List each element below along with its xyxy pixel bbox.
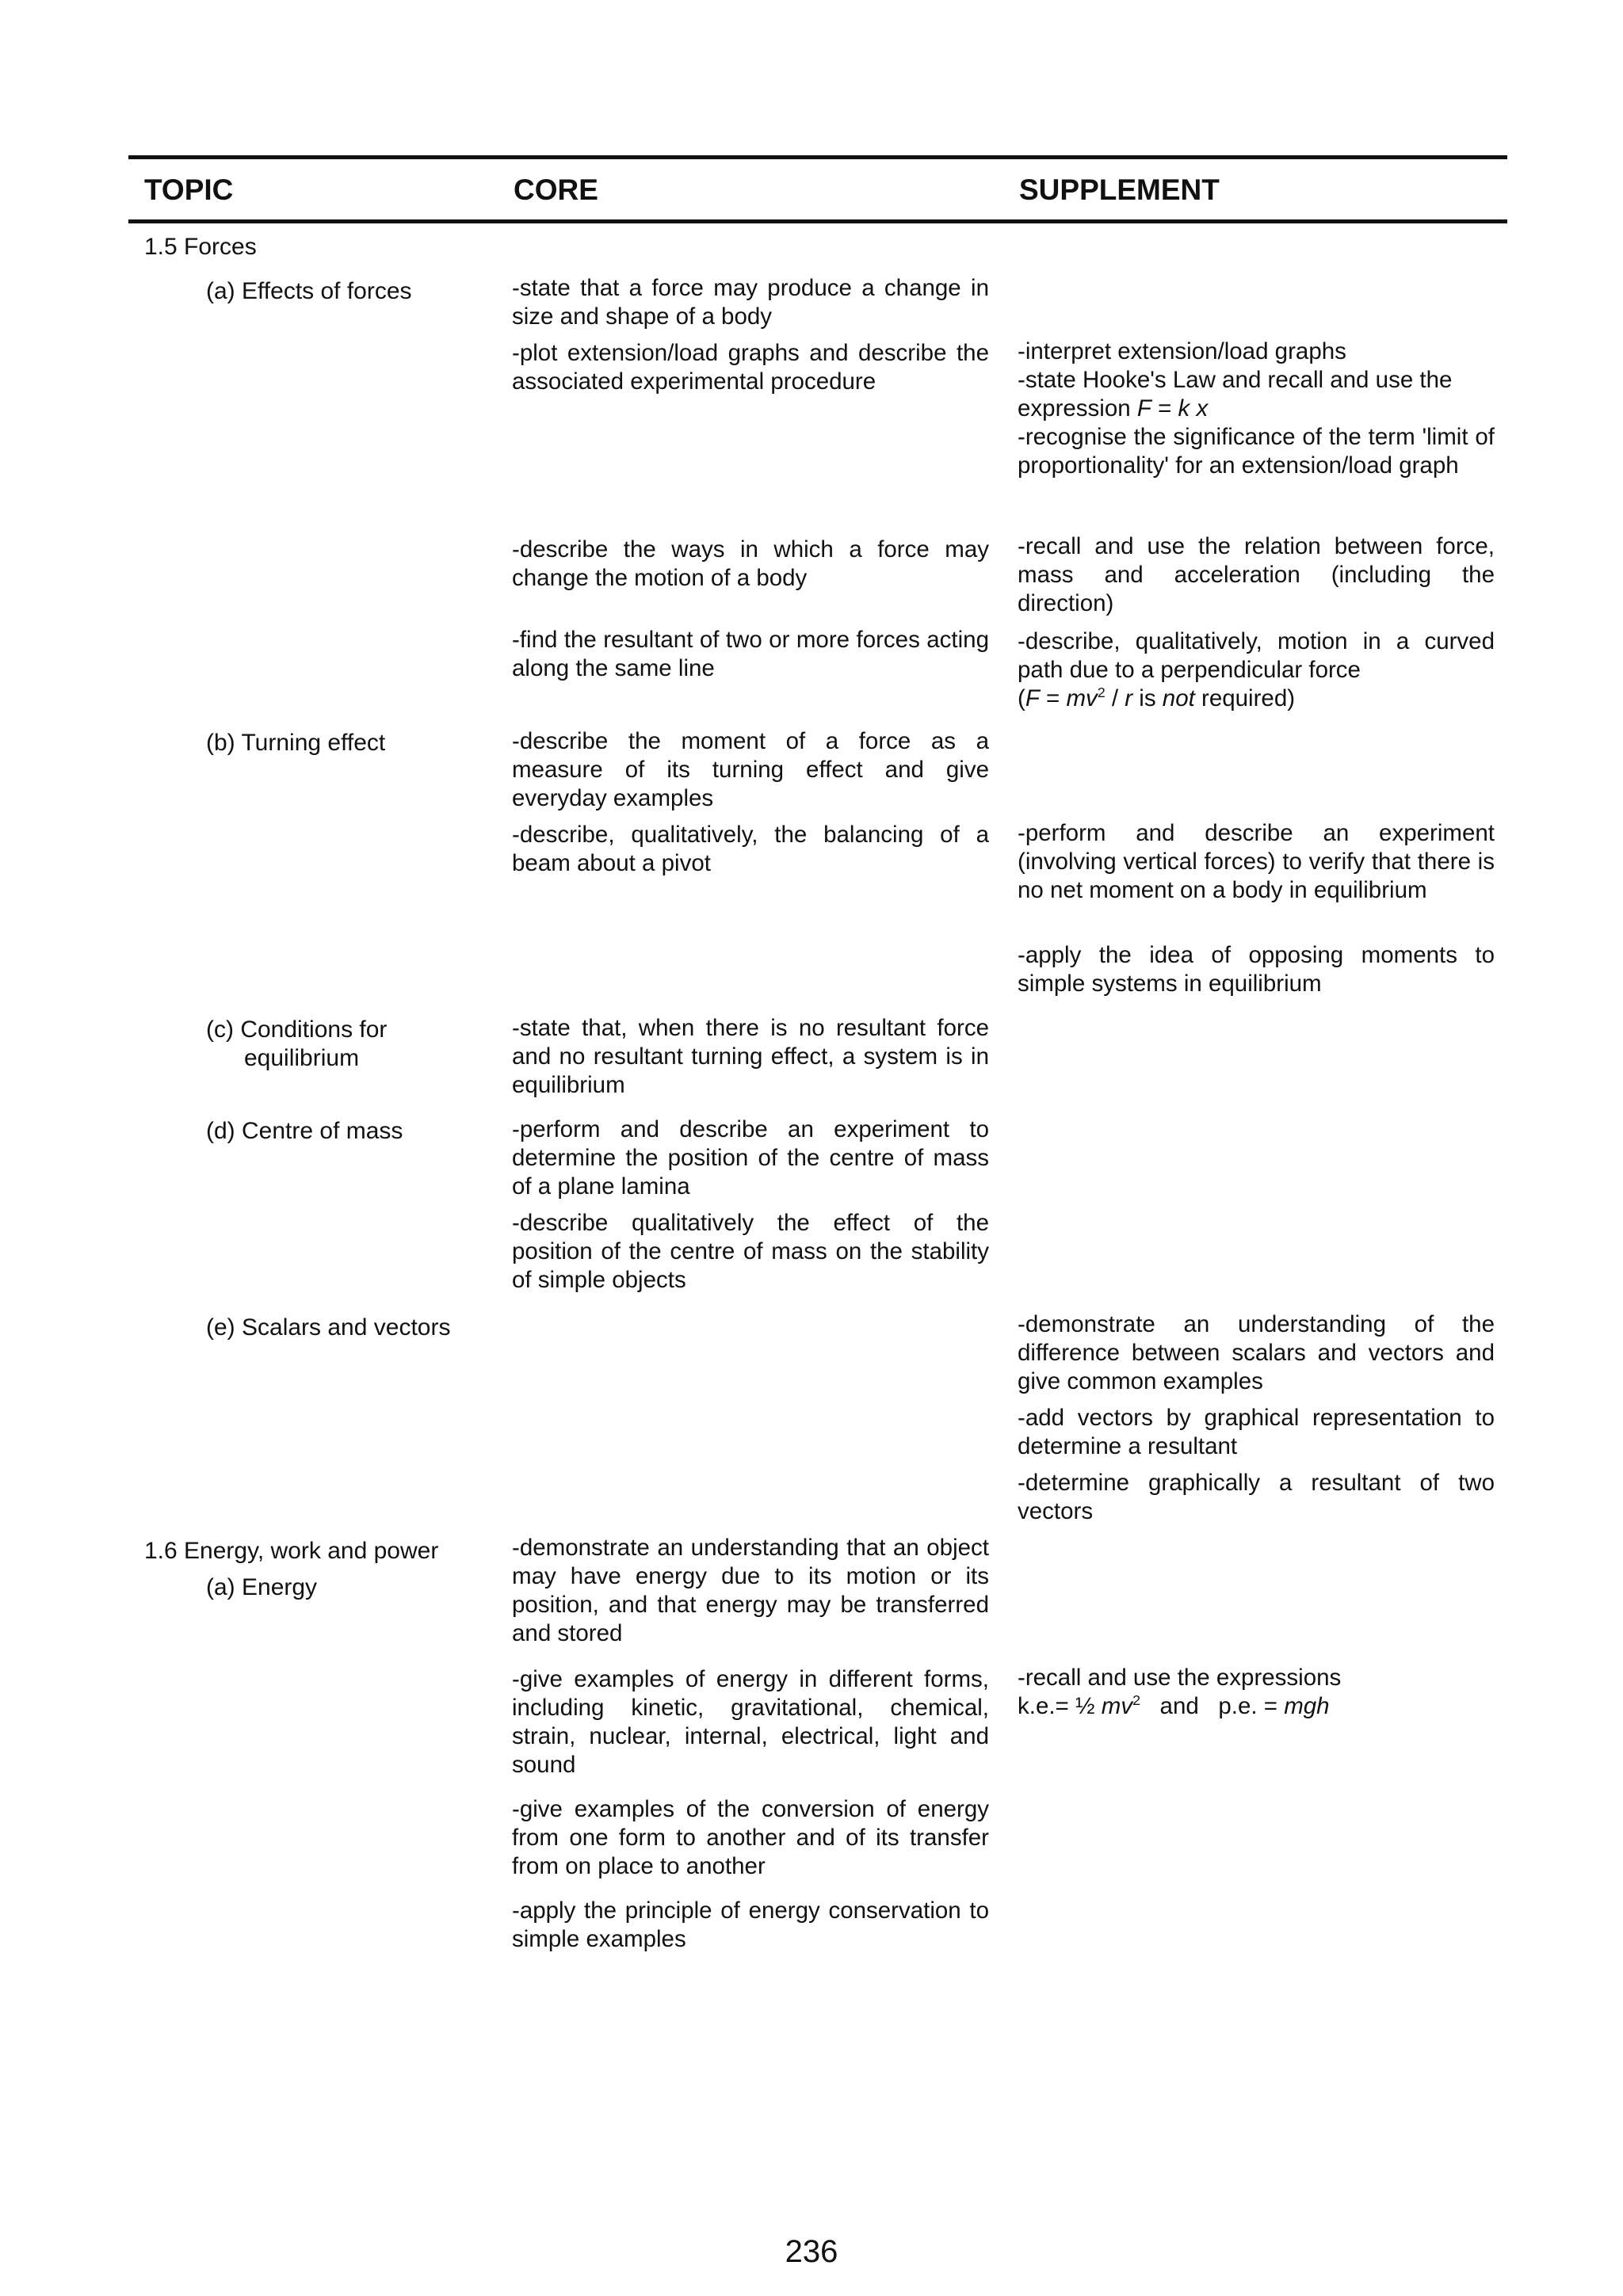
core-item: -perform and describe an experiment to determine the position of the centre of mass of a plane lamina bbox=[512, 1116, 989, 1199]
supplement-line: -recall and use the expressions bbox=[1018, 1665, 1342, 1691]
core-item: -plot extension/load graphs and describe the associated experimental procedure bbox=[512, 340, 989, 395]
supplement-item: -recall and use the relation between force, mass and acceleration (including the direction) bbox=[1018, 533, 1495, 616]
supplement-item-hookes-law bbox=[1018, 338, 1495, 480]
topic-turning-effect: (b) Turning effect bbox=[206, 730, 386, 756]
topic-forces: 1.5 Forces bbox=[144, 234, 257, 260]
core-item: -apply the principle of energy conservation to simple examples bbox=[512, 1897, 989, 1952]
supplement-item-energy-expressions bbox=[1018, 1664, 1495, 1721]
core-item: -give examples of the conversion of energy from one form to another and of its transfer from on place to another bbox=[512, 1796, 989, 1879]
supplement-item-curved-path bbox=[1018, 627, 1495, 713]
supplement-line: -recognise the significance of the term 'limit of proportionality' for an extension/load graph bbox=[1018, 424, 1495, 479]
table-header-rule bbox=[128, 219, 1507, 223]
supplement-item: -perform and describe an experiment (involving vertical forces) to verify that there is no net moment on a body in equilibrium bbox=[1018, 820, 1495, 903]
core-item: -state that a force may produce a change in size and shape of a body bbox=[512, 275, 989, 330]
supplement-line: expression F = k x bbox=[1018, 395, 1209, 421]
supplement-line: -interpret extension/load graphs bbox=[1018, 338, 1346, 364]
supplement-item: -demonstrate an understanding of the difference between scalars and vectors and give common examples bbox=[1018, 1311, 1495, 1394]
supplement-line: ($F = mv^2 / r$ is not required) bbox=[1018, 685, 1296, 711]
topic-conditions-for: (c) Conditions for bbox=[206, 1016, 388, 1043]
topic-scalars-and-vectors: (e) Scalars and vectors bbox=[206, 1314, 451, 1341]
supplement-item: -apply the idea of opposing moments to simple systems in equilibrium bbox=[1018, 942, 1495, 997]
topic-energy: (a) Energy bbox=[206, 1574, 318, 1600]
core-item: -describe the moment of a force as a measure of its turning effect and give everyday examples bbox=[512, 728, 989, 811]
topic-centre-of-mass: (d) Centre of mass bbox=[206, 1118, 403, 1144]
core-item: -describe the ways in which a force may change the motion of a body bbox=[512, 536, 989, 591]
supplement-item: -determine graphically a resultant of two vectors bbox=[1018, 1470, 1495, 1524]
table-top-rule bbox=[128, 155, 1507, 159]
header-core: CORE bbox=[514, 174, 598, 206]
core-item: -describe, qualitatively, the balancing of a beam about a pivot bbox=[512, 822, 989, 876]
core-item: -find the resultant of two or more forces acting along the same line bbox=[512, 627, 989, 681]
supplement-item: -add vectors by graphical representation to determine a resultant bbox=[1018, 1405, 1495, 1459]
core-item: -describe qualitatively the effect of the position of the centre of mass on the stability of simple objects bbox=[512, 1210, 989, 1293]
core-item: -give examples of energy in different forms, including kinetic, gravitational, chemical, strain, nuclear, internal, electrical, light and sound bbox=[512, 1666, 989, 1778]
topic-equilibrium: equilibrium bbox=[244, 1045, 360, 1071]
topic-effects-of-forces: (a) Effects of forces bbox=[206, 278, 412, 304]
header-supplement: SUPPLEMENT bbox=[1019, 174, 1220, 206]
topic-energy-work-power: 1.6 Energy, work and power bbox=[144, 1538, 439, 1564]
supplement-line: k.e.= ½ $mv^2$ and p.e. = mgh bbox=[1018, 1692, 1330, 1719]
header-topic: TOPIC bbox=[144, 174, 234, 206]
core-item: -demonstrate an understanding that an object may have energy due to its motion or its position, and that energy may be transferred and stored bbox=[512, 1535, 989, 1646]
page-number: 236 bbox=[785, 2234, 838, 2269]
supplement-line: -state Hooke's Law and recall and use the bbox=[1018, 367, 1453, 393]
supplement-line: -describe, qualitatively, motion in a curved path due to a perpendicular force bbox=[1018, 628, 1495, 683]
core-item: -state that, when there is no resultant force and no resultant turning effect, a system is in equilibrium bbox=[512, 1015, 989, 1098]
